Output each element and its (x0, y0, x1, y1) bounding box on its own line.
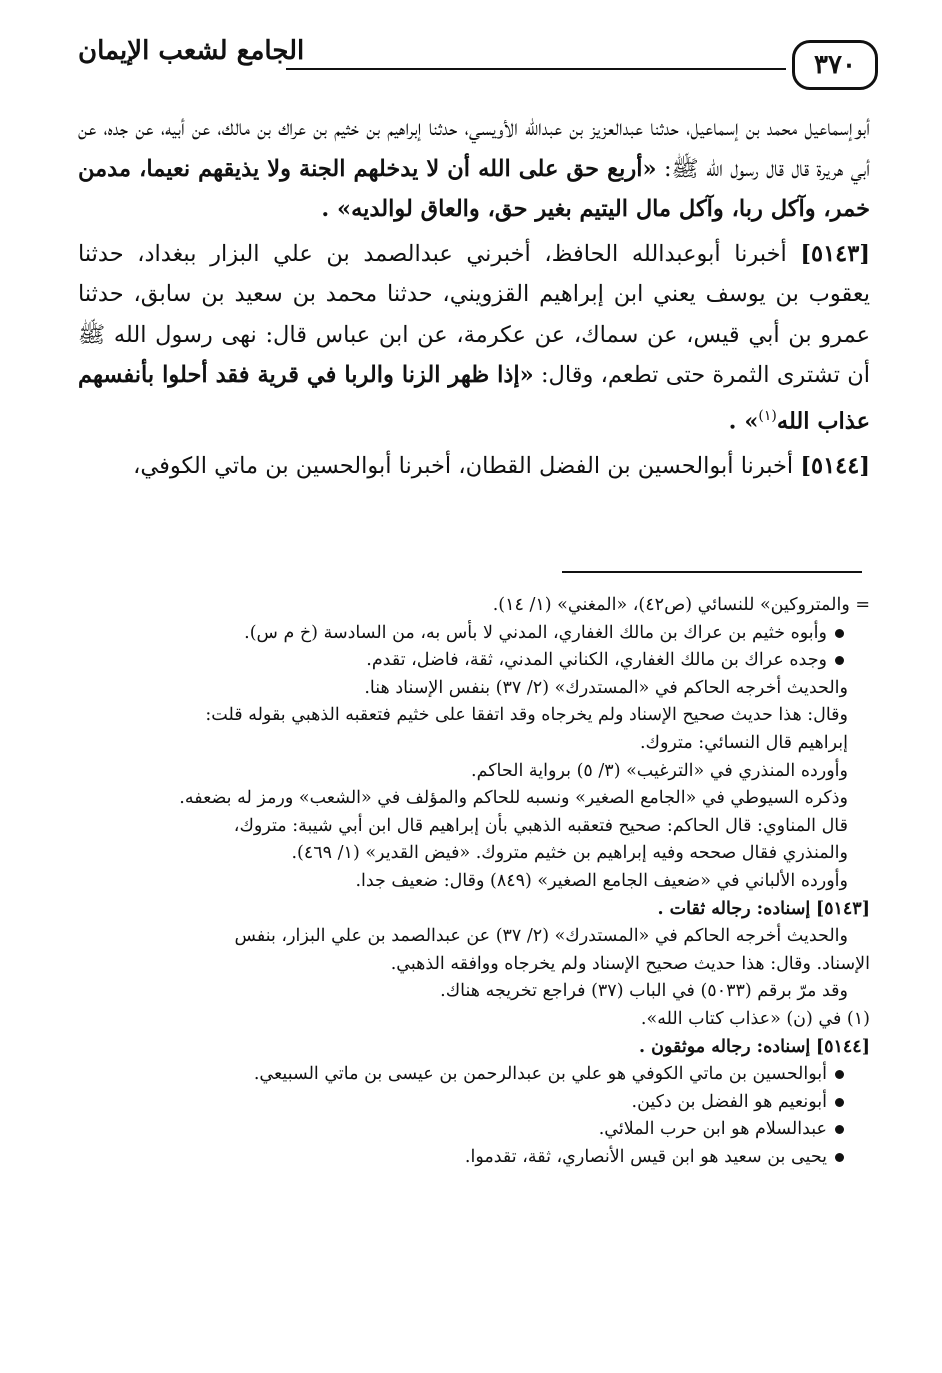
footnote-text: أبونعيم هو الفضل بن دكين. (631, 1091, 827, 1112)
page-header (40, 32, 878, 92)
footnote-text: يحيى بن سعيد هو ابن قيس الأنصاري، ثقة، تقدموا. (464, 1146, 827, 1167)
paragraph-1 (78, 108, 870, 230)
footnote-text: وأبوه خثيم بن عراك بن مالك الغفاري، المدني لا بأس به، من السادسة (خ م س). (244, 622, 827, 643)
footnote-text: عبدالسلام هو ابن حرب الملائي. (598, 1119, 827, 1140)
footnote-text: أبوالحسين بن ماتي الكوفي هو علي بن عبدالرحمن بن عيسى بن ماتي السبيعي. (253, 1064, 827, 1085)
footnotes (80, 592, 870, 1171)
footnote-line: قال المناوي: قال الحاكم: صحيح فتعقبه الذهبي بأن إبراهيم قال ابن أبي شيبة: متروك، (233, 815, 848, 836)
footnote-number: [٥١٤٣] (815, 898, 870, 919)
footnote-line: وقد مرّ برقم (٥٠٣٣) في الباب (٣٧) فراجع تخريجه هناك. (440, 981, 848, 1002)
bullet-icon (835, 656, 844, 665)
bullet-icon (835, 1153, 844, 1162)
footnote-line: والحديث أخرجه الحاكم في «المستدرك» (٢/ ٣٧) عن عبدالصمد بن علي البزار، بنفس (234, 926, 848, 947)
paragraph-5143 (78, 234, 870, 442)
footnote-1: (١) في (ن) «عذاب كتاب الله». (640, 1008, 870, 1029)
paragraph-5144 (78, 446, 870, 487)
hadith-quote-2-end: » . (728, 408, 759, 434)
hadith-quote-1: «أربع حق على الله أن لا يدخلهم الجنة ولا يذيقهم نعيما، مدمن خمر، وآكل ربا، وآكل مال اليتيم بغير حق، والعاق لوالديه» . (78, 155, 870, 222)
footnote-line: والمنذري فقال صححه وفيه إبراهيم بن خثيم متروك. «فيض القدير» (١/ ٤٦٩). (291, 843, 848, 864)
hadith-quote-2: «إذا ظهر الزنا والربا في قرية فقد أحلوا بأنفسهم عذاب الله (78, 362, 870, 434)
paragraph-5144-text: أخبرنا أبوالحسين بن الفضل القطان، أخبرنا أبوالحسين بن ماتي الكوفي، (133, 452, 794, 479)
footnote-line: وقال: هذا حديث صحيح الإسناد ولم يخرجاه وقد اتفقا على خثيم فتعقبه الذهبي بقوله قلت: (205, 705, 848, 726)
footnote-heading-text: إسناده: رجاله موثقون . (638, 1036, 811, 1057)
footnote-line: وذكره السيوطي في «الجامع الصغير» ونسبه للحاكم والمؤلف في «الشعب» ورمز له بضعفه. (179, 788, 848, 809)
footnote-text: وجده عراك بن مالك الغفاري، الكناني المدني، ثقة، فاضل، تقدم. (366, 650, 827, 671)
bullet-icon (835, 629, 844, 638)
footnote-line: وأورده المنذري في «الترغيب» (٣/ ٥) برواية الحاكم. (471, 760, 848, 781)
footnote-bullet-line (80, 1116, 870, 1144)
footnote-bullet-line (80, 1089, 870, 1117)
footnote-ref-1[interactable]: (١) (758, 407, 777, 424)
bullet-icon (835, 1098, 844, 1107)
paragraph-1-text: أبوإسماعيل محمد بن إسماعيل، حدثنا عبدالعزيز بن عبدالله الأويسي، حدثنا إبراهيم بن خثيم بن عراك بن مالك، عن أبيه، عن جده، عن أبي هريرة قال قال رسول الله ﷺ: (78, 115, 871, 182)
bullet-icon (835, 1125, 844, 1134)
footnote-bullet-line (80, 620, 870, 648)
footnote-line: والحديث أخرجه الحاكم في «المستدرك» (٢/ ٣٧) بنفس الإسناد هنا. (364, 677, 848, 698)
footnote-line: وأورده الألباني في «ضعيف الجامع الصغير» (٨٤٩) وقال: ضعيف جدا. (355, 870, 848, 891)
footnote-number: [٥١٤٤] (815, 1036, 870, 1057)
footnote-heading-5144 (80, 1034, 870, 1062)
footnote-bullet-line (80, 1061, 870, 1089)
footnote-bullet-line (80, 1144, 870, 1172)
footnote-line: = والمتروكين» للنسائي (ص٤٢)، «المغني» (١/ ١٤). (492, 595, 870, 615)
hadith-number-5143: [٥١٤٣] (800, 240, 870, 267)
paragraph-5143-text: أخبرنا أبوعبدالله الحافظ، أخبرني عبدالصمد بن علي البزار ببغداد، حدثنا يعقوب بن يوسف يعني ابن إبراهيم القزويني، حدثنا محمد بن سعيد بن سابق، حدثنا عمرو بن أبي قيس، عن سماك، عن عكرمة، عن ابن عباس قال: نهى رسول الله ﷺ أن تشترى الثمرة حتى تطعم، وقال: (78, 240, 871, 388)
footnote-bullet-line (80, 647, 870, 675)
hadith-number-5144: [٥١٤٤] (800, 452, 870, 479)
page-number: ٣٧٠ (792, 40, 878, 90)
footnote-line: الإسناد. وقال: هذا حديث صحيح الإسناد ولم يخرجاه ووافقه الذهبي. (390, 953, 870, 974)
book-title: الجامع لشعب الإيمان (78, 36, 305, 66)
footnote-heading-text: إسناده: رجاله ثقات . (657, 898, 811, 919)
footnote-line: إبراهيم قال النسائي: متروك. (639, 732, 848, 753)
footnote-separator (562, 571, 862, 573)
bullet-icon (835, 1070, 844, 1079)
header-rule (286, 68, 786, 70)
main-text (78, 108, 870, 490)
footnote-heading-5143 (80, 896, 870, 924)
